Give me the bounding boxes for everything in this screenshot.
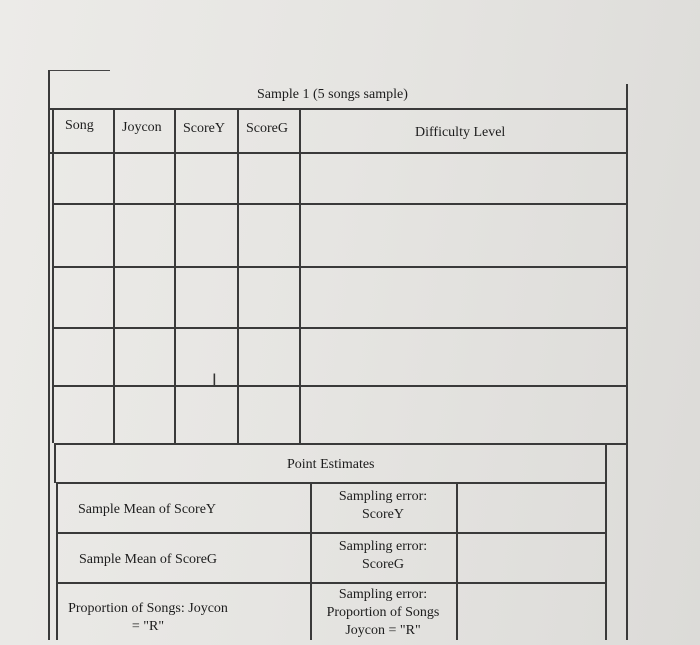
grid-line — [299, 108, 301, 443]
grid-line — [48, 108, 627, 110]
text-cursor-icon: I — [212, 370, 217, 389]
sample-mean-scoreg-label: Sample Mean of ScoreG — [79, 552, 218, 567]
grid-line — [54, 443, 627, 445]
grid-line — [56, 532, 606, 534]
sample-title: Sample 1 (5 songs sample) — [257, 87, 408, 102]
column-header-joycon: Joycon — [122, 120, 162, 135]
grid-line — [605, 482, 607, 640]
proportion-label-line2: = "R" — [131, 619, 165, 634]
grid-line — [52, 327, 627, 329]
sampling-error-scoreg-line2: ScoreG — [362, 557, 404, 572]
sample-mean-scorey-label: Sample Mean of ScoreY — [78, 502, 217, 517]
column-header-scoreg: ScoreG — [246, 121, 288, 136]
grid-line — [52, 108, 54, 443]
grid-line — [52, 266, 627, 268]
column-header-difficulty: Difficulty Level — [415, 125, 506, 140]
grid-line — [626, 84, 628, 640]
grid-line — [56, 582, 606, 584]
grid-line — [54, 443, 56, 483]
column-header-song: Song — [65, 118, 94, 133]
grid-line — [56, 482, 606, 484]
grid-line — [605, 443, 607, 483]
table-tab-edge — [48, 70, 110, 71]
grid-line — [52, 385, 627, 387]
column-header-scorey: ScoreY — [183, 121, 225, 136]
grid-line — [456, 482, 458, 640]
grid-line — [237, 108, 239, 443]
grid-line — [52, 203, 627, 205]
sampling-error-scorey-line2: ScoreY — [362, 507, 404, 522]
sampling-error-scorey-line1: Sampling error: — [338, 489, 428, 504]
grid-line — [56, 482, 58, 640]
grid-line — [48, 70, 50, 640]
sampling-error-proportion-line3: Joycon = "R" — [345, 623, 421, 638]
sampling-error-scoreg-line1: Sampling error: — [338, 539, 428, 554]
grid-line — [174, 108, 176, 443]
proportion-label-line1: Proportion of Songs: Joycon — [68, 601, 228, 616]
point-estimates-label: Point Estimates — [287, 457, 375, 472]
sampling-error-proportion-line1: Sampling error: — [338, 587, 428, 602]
grid-line — [113, 108, 115, 443]
sampling-error-proportion-line2: Proportion of Songs — [326, 605, 440, 620]
grid-line — [50, 152, 627, 154]
